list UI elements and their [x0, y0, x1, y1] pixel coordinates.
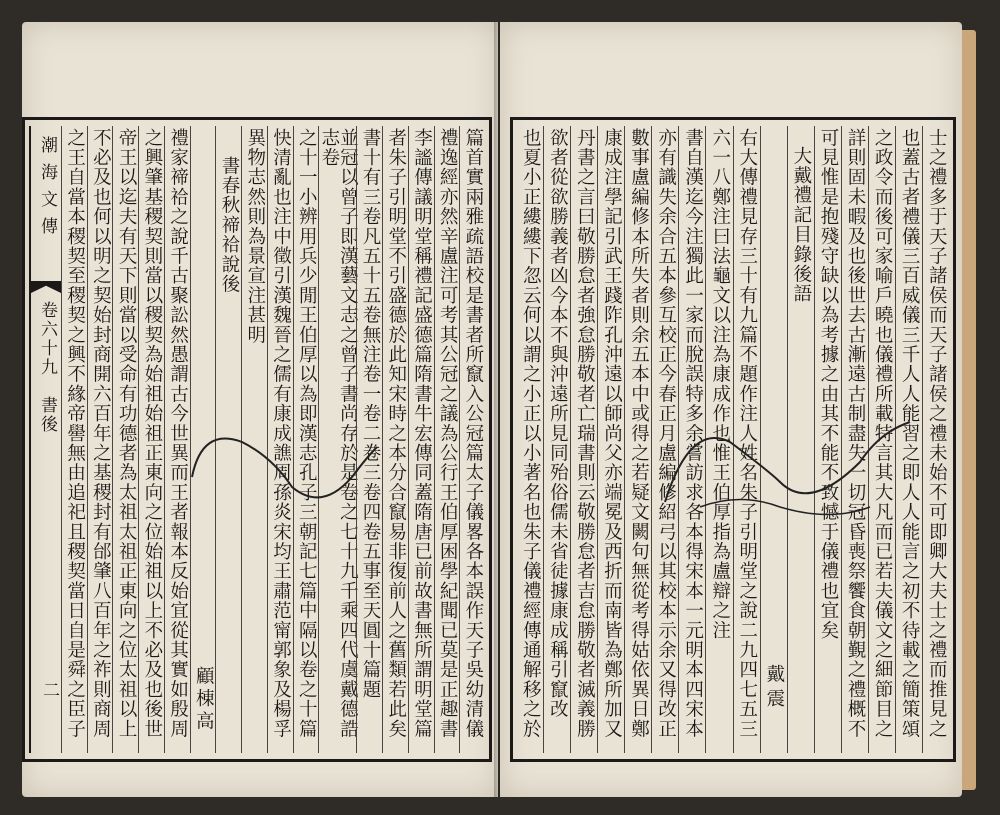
left-page — [22, 22, 498, 797]
right-text-frame — [510, 117, 956, 762]
right-page — [500, 22, 962, 797]
text-column: 禮家禘祫之說千古聚訟然愚謂古今世異而王者報本反始宜從其實如殷周 — [164, 126, 190, 753]
text-column: 右大傳禮見存三十有九篇不題作注人姓名朱子引明堂之說二九四七五三 — [733, 126, 760, 753]
left-columns — [29, 126, 485, 753]
section-heading: 書春秋禘祫說後 — [215, 126, 241, 753]
text-column: 快清亂也注中徵引漢魏晉之儒有康成譙周孫炎宋均王肅范甯郭象及楊孚 — [267, 126, 293, 753]
text-column: 也蓋古者禮儀三百威儀三千人人能習之即人人能言之初不待載之簡策頌 — [895, 126, 922, 753]
text-column: 帝王以迄夫有天下則當以受命有功德者為太祖太祖正東向之位太祖以上 — [112, 126, 138, 753]
right-columns — [517, 126, 949, 753]
text-column: 之政令而後可家喻戶曉也儀禮所載特言其大凡而已若夫儀文之細節目之 — [868, 126, 895, 753]
text-column: 丹書之言曰敬勝怠者強怠勝敬者亡瑞書則云敬勝怠者吉怠勝敬者滅義勝 — [570, 126, 597, 753]
author-column — [760, 126, 787, 753]
text-column: 亦有識失余合五本參互校正今春正月盧編修紹弓以其校本示余又得改正 — [651, 126, 678, 753]
text-column: 禮逸經亦然辛盧注可考其公冠之議為公行王伯厚困學紀聞已莫是正趣書 — [434, 126, 460, 753]
author-name: 戴震 — [763, 664, 785, 713]
fishtail-mark — [31, 281, 61, 293]
text-column: 書十有三卷凡五十五卷無注卷一卷二卷三卷四卷五事至天圓十篇題 — [356, 126, 382, 753]
text-column: 篇首實兩雅疏語校是書者所竄入公冠篇太子儀畧各本誤作天子吳幼清儀 — [459, 126, 485, 753]
text-column: 康成注學記引武王踐阼孔沖遠以師尚父亦端冕及西折而南皆為鄭所加又 — [597, 126, 624, 753]
text-column: 不必及也何以明之契始封商開六百年之基稷封有邰肇八百年之祚則商周 — [87, 126, 113, 753]
text-column: 也夏小正縷縷下忽云何以謂之小正以小著名也朱子儀禮經傳通解移之於 — [520, 128, 542, 739]
author-column — [190, 126, 216, 753]
page-number: 二 — [39, 681, 59, 698]
text-column: 之興肇基稷契則當以稷契為始祖始祖正東向之位始祖以上不必及也後世 — [138, 126, 164, 753]
text-column: 並冠以曾子即漢藝文志之曾子書尚存於是卷之七十九千乘四代虞戴德誥志卷 — [318, 126, 356, 753]
text-column: 數事盧編修本所失者則余五本中或得之若疑文闕句無從考得姑依異日鄭 — [624, 126, 651, 753]
collection-title: 潮海文傳 — [37, 136, 57, 244]
text-column: 欲者從欲勝義者凶今本不與沖遠所見同殆俗儒未省徒據康成稱引竄改 — [543, 126, 570, 753]
text-column: 士之禮多于天子諸侯而天子諸侯之禮未始不可即卿大夫士之禮而推見之 — [922, 126, 949, 753]
text-column: 李謐傳議明堂稱禮記盛德篇隋書牛宏傳同蓋隋唐已前故書無所謂明堂篇 — [408, 126, 434, 753]
section-heading: 大戴禮記目錄後語 — [787, 126, 814, 753]
text-column: 詳則固未暇及也後世去古漸遠古制盡失一切冠昏喪祭饗食朝覲之禮概不 — [841, 126, 868, 753]
left-text-frame — [22, 117, 492, 762]
text-column: 六一八鄭注曰法龜文以注為康成作也惟王伯厚指為盧辯之注 — [705, 126, 732, 753]
author-name: 顧棟高 — [193, 665, 215, 733]
page-margin-column — [29, 126, 61, 753]
text-column: 異物志然則為景宣注甚明 — [241, 126, 267, 753]
volume-label: 卷六十九 書後 — [37, 301, 57, 434]
text-column: 可見惟是抱殘守缺以為考據之由其不能不致憾于儀禮也宜矣 — [814, 126, 841, 753]
page-edge — [962, 30, 976, 790]
text-column: 書自漢迄今注獨此一家而脫誤特多余嘗訪求各本得宋本一元明本四宋本 — [678, 126, 705, 753]
text-column: 之王自當本稷契至稷契之興不緣帝嚳無由追祀且稷契當日自是舜之臣子 — [61, 126, 87, 753]
text-column: 者朱子引明堂不引盛德於此知宋時之本分合竄易非復前人之舊類若此矣 — [382, 126, 408, 753]
text-column: 之十一小辨用兵少閒王伯厚以為即漢志孔子三朝記七篇中隔以卷之十篇 — [293, 126, 319, 753]
